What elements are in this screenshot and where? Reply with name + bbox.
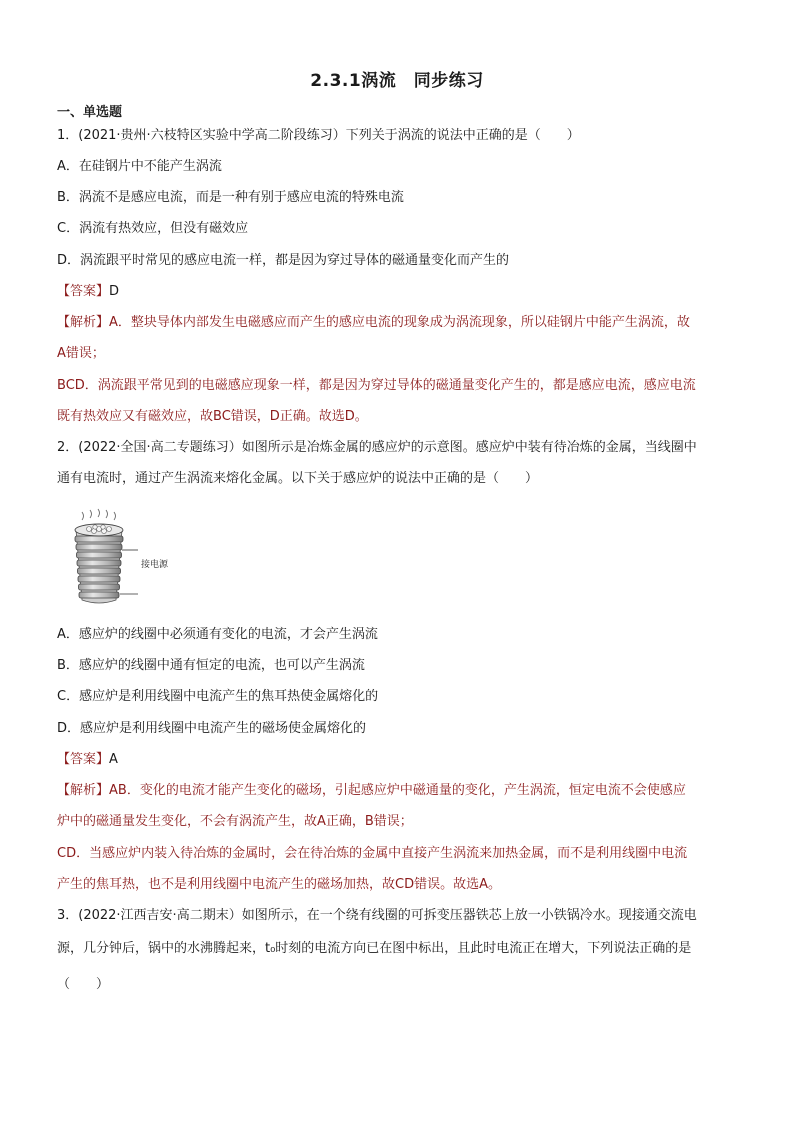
q2-option-d: D．感应炉是利用线圈中电流产生的磁场使金属熔化的 [57,721,367,736]
power-lead-lines [120,550,138,594]
q1-option-a: A．在硅钢片中不能产生涡流 [57,159,222,174]
q2-answer [57,751,118,769]
q2-option-b: B．感应炉的线圈中通有恒定的电流，也可以产生涡流 [57,658,365,673]
q2-analysis-line: CD．当感应炉内装入待冶炼的金属时，会在待冶炼的金属中直接产生涡流来加热金属，而不是利用线圈中电流 [57,846,688,861]
q3-stem-line: 3．(2022·江西吉安·高二期末）如图所示，在一个绕有线圈的可拆变压器铁芯上放一小铁锅冷水。现接通交流电 [57,908,697,923]
answer-tag: 【答案】 [57,752,110,767]
q2-stem-line: 通有电流时，通过产生涡流来熔化金属。以下关于感应炉的说法中正确的是（ ） [57,471,539,486]
q1-option-b: B．涡流不是感应电流，而是一种有别于感应电流的特殊电流 [57,190,404,205]
q2-option-a: A．感应炉的线圈中必须通有变化的电流，才会产生涡流 [57,627,378,642]
page-title: 2.3.1涡流 同步练习 [310,71,484,91]
analysis-tag: 【解析】 [57,783,110,798]
q1-option-c: C．涡流有热效应，但没有磁效应 [57,221,249,236]
answer-value: A [109,752,118,767]
q1-analysis-line: A错误； [57,346,105,361]
q2-analysis-line: 产生的焦耳热，也不是利用线圈中电流产生的磁场加热，故CD错误。故选A。 [57,877,501,892]
q3-stem-line: （ ） [57,977,110,992]
figure-label: 接电源 [141,560,169,570]
analysis-tag: 【解析】 [57,315,110,330]
heat-wave-icon [82,509,116,520]
q1-analysis-line: 既有热效应又有磁效应，故BC错误，D正确。故选D。 [57,409,368,424]
q2-analysis-line [57,782,686,800]
q2-option-c: C．感应炉是利用线圈中电流产生的焦耳热使金属熔化的 [57,689,379,704]
answer-value: D [109,284,120,299]
section-heading: 一、单选题 [57,105,123,120]
q1-option-d: D．涡流跟平时常见的感应电流一样，都是因为穿过导体的磁通量变化而产生的 [57,253,510,268]
q1-analysis-line [57,314,690,332]
q1-stem: 1．(2021·贵州·六枝特区实验中学高二阶段练习）下列关于涡流的说法中正确的是（ ） [57,128,580,143]
answer-tag: 【答案】 [57,284,110,299]
q1-analysis-line: BCD．涡流跟平常见到的电磁感应现象一样，都是因为穿过导体的磁通量变化产生的，都是感应电流，感应电流 [57,378,696,393]
analysis-text: A．整块导体内部发生电磁感应而产生的感应电流的现象成为涡流现象，所以硅钢片中能产生涡流，故 [109,315,690,330]
q1-answer [57,283,119,301]
q2-analysis-line: 炉中的磁通量发生变化，不会有涡流产生，故A正确，B错误； [57,814,413,829]
q2-stem-line: 2．(2022·全国·高二专题练习）如图所示是冶炼金属的感应炉的示意图。感应炉中装有待冶炼的金属，当线圈中 [57,440,697,455]
analysis-text: AB．变化的电流才能产生变化的磁场，引起感应炉中磁通量的变化，产生涡流，恒定电流不会使感应 [109,783,686,798]
induction-furnace-figure [62,508,192,608]
q3-stem-line: 源，几分钟后，锅中的水沸腾起来，t₀时刻的电流方向已在图中标出，且此时电流正在增大，下列说法正确的是 [57,941,692,956]
